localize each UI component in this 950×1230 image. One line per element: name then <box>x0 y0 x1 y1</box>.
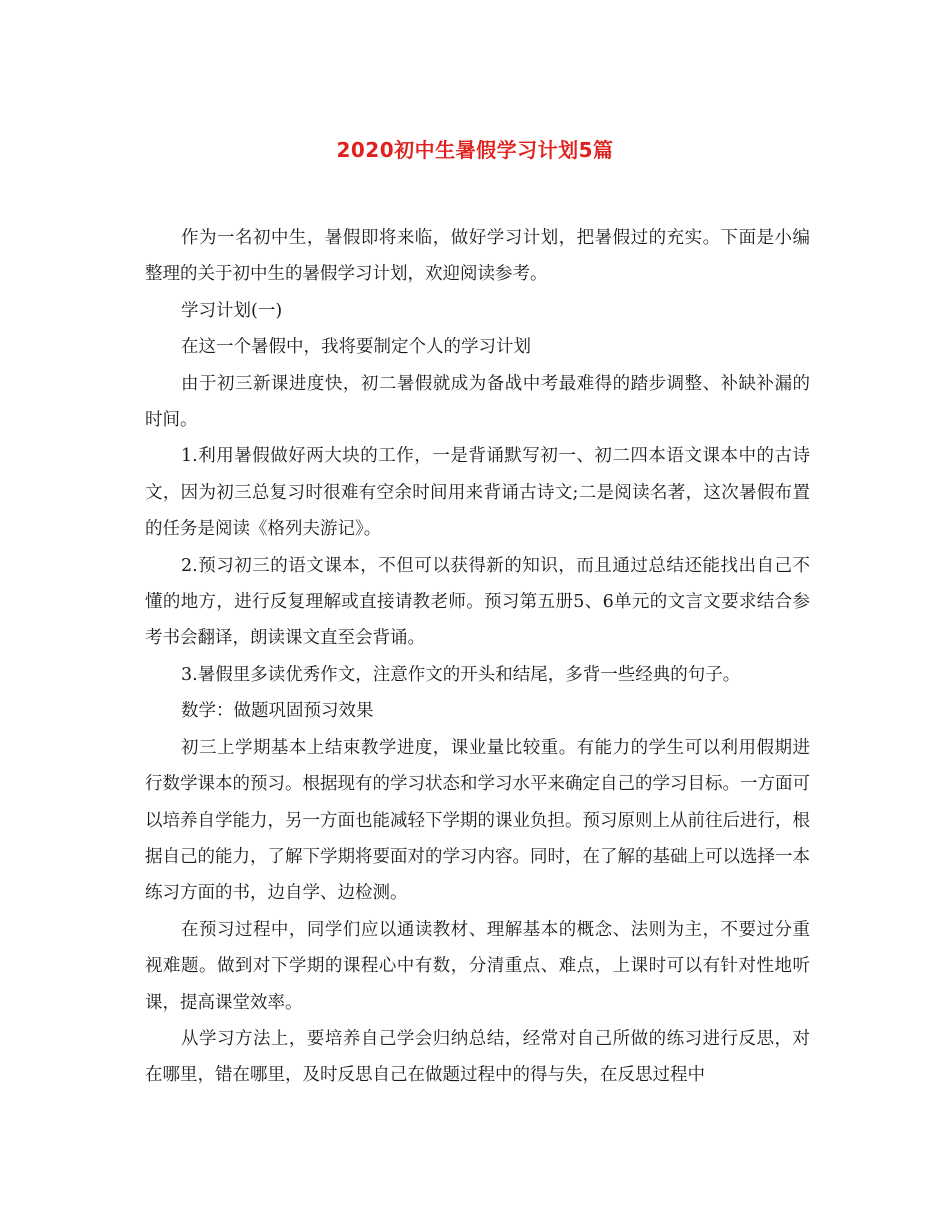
paragraph-reason: 由于初三新课进度快，初二暑假就成为备战中考最难得的踏步调整、补缺补漏的时间。 <box>145 373 810 431</box>
list-item-2: 2.预习初三的语文课本，不但可以获得新的知识，而且通过总结还能找出自己不懂的地方，进行反复理解或直接请教老师。预习第五册5、6单元的文言文要求结合参考书会翻译，朗读课文直至会背诵。 <box>145 555 810 649</box>
list-item-3: 3.暑假里多读优秀作文，注意作文的开头和结尾，多背一些经典的句子。 <box>181 664 741 685</box>
list-item-1: 1.利用暑假做好两大块的工作，一是背诵默写初一、初二四本语文课本中的古诗文，因为初三总复习时很难有空余时间用来背诵古诗文;二是阅读名著，这次暑假布置的任务是阅读《格列夫游记》。 <box>145 446 810 540</box>
paragraph-math-1: 初三上学期基本上结束教学进度，课业量比较重。有能力的学生可以利用假期进行数学课本的预习。根据现有的学习状态和学习水平来确定自己的学习目标。一方面可以培养自学能力，另一方面也能减轻下学期的课业负担。预习原则上从前往后进行，根据自己的能力，了解下学期将要面对的学习内容。同时，在了解的基础上可以选择一本练习方面的书，边自学、边检测。 <box>145 737 810 904</box>
intro-paragraph: 作为一名初中生，暑假即将来临，做好学习计划，把暑假过的充实。下面是小编整理的关于初中生的暑假学习计划，欢迎阅读参考。 <box>145 228 810 285</box>
paragraph-plan-intro: 在这一个暑假中，我将要制定个人的学习计划 <box>181 337 531 358</box>
section-heading-plan-1: 学习计划(一) <box>181 300 283 321</box>
paragraph-math-2: 在预习过程中，同学们应以通读教材、理解基本的概念、法则为主，不要过分重视难题。做到对下学期的课程心中有数，分清重点、难点，上课时可以有针对性地听课，提高课堂效率。 <box>145 919 810 1013</box>
document-body <box>145 220 810 1094</box>
paragraph-math-3: 从学习方法上，要培养自己学会归纳总结，经常对自己所做的练习进行反思，对在哪里，错在哪里，及时反思自己在做题过程中的得与失，在反思过程中 <box>145 1028 810 1086</box>
section-heading-math: 数学：做题巩固预习效果 <box>181 701 374 722</box>
document-title: 2020初中生暑假学习计划5篇 <box>336 138 614 162</box>
